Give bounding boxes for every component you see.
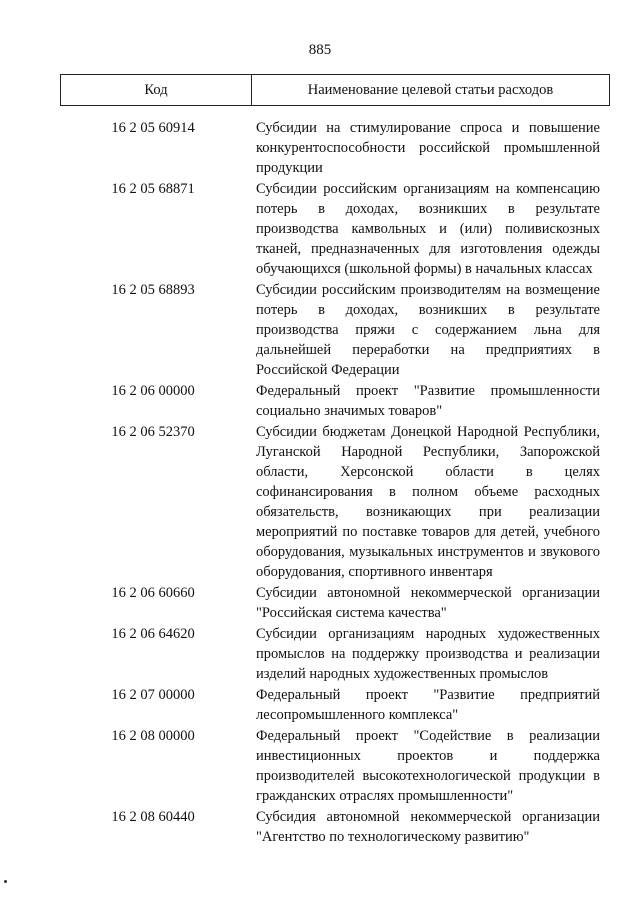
page-number: 885 [308,42,332,58]
row-name: Субсидии российским организациям на компенсацию потерь в доходах, возникших в результате производства камвольных и (или) поливискозных тканей, предназначенных для изготовления одежды обучающихся (школьной формы) в начальных классах [256,181,600,277]
table-row [60,624,610,684]
row-code: 16 2 08 60440 [111,809,195,825]
table-row [60,422,610,582]
row-name: Федеральный проект "Развитие предприятий лесопромышленного комплекса" [256,687,600,723]
row-name: Субсидии российским производителям на возмещение потерь в доходах, возникших в результате производства пряжи с содержанием льна для дальнейшей переработки на предприятиях в Российской Федерации [256,282,600,378]
row-code: 16 2 06 52370 [111,424,195,440]
row-name: Федеральный проект "Развитие промышленности социально значимых товаров" [256,383,600,419]
row-code: 16 2 06 64620 [111,626,195,642]
row-code: 16 2 06 00000 [111,383,195,399]
table-row [60,381,610,421]
row-name: Федеральный проект "Содействие в реализации инвестиционных проектов и поддержка производителей высокотехнологической продукции в гражданских отраслях промышленности" [256,728,600,804]
table-header [60,74,610,106]
table-row [60,118,610,178]
table-row [60,179,610,279]
table-row [60,807,610,847]
scan-mark [4,880,7,883]
row-name: Субсидии бюджетам Донецкой Народной Республики, Луганской Народной Республики, Запорожской области, Херсонской области в целях софинансирования в полном объеме расходных обязательств, возникающих при реализации мероприятий по поставке товаров для детей, учебного оборудования, музыкальных инструментов и звукового оборудования, спортивного инвентаря [256,424,600,580]
row-code: 16 2 06 60660 [111,585,195,601]
row-name: Субсидии организациям народных художественных промыслов на поддержку производства и реализации изделий народных художественных промыслов [256,626,600,682]
table-row [60,583,610,623]
row-name: Субсидии на стимулирование спроса и повышение конкурентоспособности российской промышленной продукции [256,120,600,176]
row-name: Субсидии автономной некоммерческой организации "Российская система качества" [256,585,600,621]
table-row [60,685,610,725]
row-code: 16 2 08 00000 [111,728,195,744]
row-code: 16 2 07 00000 [111,687,195,703]
header-name: Наименование целевой статьи расходов [307,81,554,98]
row-code: 16 2 05 68871 [111,181,195,197]
row-code: 16 2 05 60914 [111,120,195,136]
row-code: 16 2 05 68893 [111,282,195,298]
table-body [60,118,610,848]
table-row [60,726,610,806]
header-code: Код [61,75,252,105]
table-row [60,280,610,380]
row-name: Субсидия автономной некоммерческой организации "Агентство по технологическому развитию" [256,809,600,845]
